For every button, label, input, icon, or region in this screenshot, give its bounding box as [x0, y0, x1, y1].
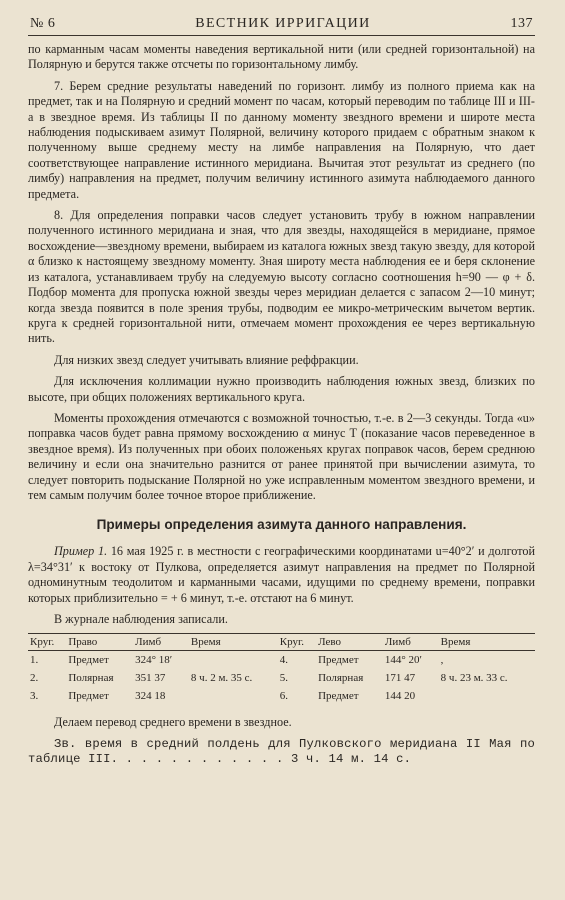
paragraph: 8. Для определения поправки часов следует установить трубу в южном направлении полученного истинного меридиана и зная, что для звезды, находящейся в меридиане, прямое восхождение—звездному времени, выбираем из каталога южных звезд такую звезду, для которой α близко к настоящему звездному моменту. Зная широту места наблюдения ее и беря склонение из каталога, устанавливаем трубу на следуемую высоту согласно соотношения h=90 — φ + δ. Подбор момента для пропуска южной звезды через меридиан делается с запасом 2—10 минут; когда звезда появится в поле зрения трубы, подводим ее микро-метрическим вычетом вертик. круга к средней горизонтальной нити, отмечаем момент прохождения ее через вертикальную нить. — [28, 208, 535, 346]
example-text: 16 мая 1925 г. в местности с географическими координатами u=40°2′ и долготой λ=34°31′ к востоку от Пулкова, определяется азимут направления на предмет по Полярной одноминутным теодолитом и карманными часами, идущими по среднему времени, поправки которых приблизительно = + 6 минут, т.-е. отстают на 6 минут. — [28, 544, 535, 605]
table-cell: 351 37 — [135, 672, 166, 685]
body-text — [28, 42, 535, 627]
table-cell: 4. — [279, 654, 288, 667]
paragraph: 7. Берем средние результаты наведений по горизонт. лимбу из полного приема как на предмет, так и на Полярную и средний момент по часам, который переводим по таблице III и III-а в звездное время. Из таблицы II по данному моменту звездного времени и широте места наблюдения подыскиваем азимут Полярной, величину которого придаем с обратным знаком к полученному выше среднему месту на лимбе направления на Полярную, что дает соответствующее направление истинного меридиана. Вычитая этот результат из среднего (по лимбу) направления на предмет, получим величину истинного азимута наблюдаемого данного предмета. — [28, 78, 535, 201]
column-header: Круг. — [28, 634, 66, 651]
column-header: Лево — [316, 634, 383, 651]
paragraph: по карманным часам моменты наведения вертикальной нити (или средней горизонтальной) на Полярную и берутся также отсчеты по горизонтальному лимбу. — [28, 42, 535, 72]
table-cell: 6. — [279, 690, 288, 703]
column-header: Время — [189, 634, 278, 651]
table-cell: Предмет — [68, 690, 109, 703]
table-cell: Полярная — [68, 672, 114, 685]
journal-title: ВЕСТНИК ИРРИГАЦИИ — [195, 16, 371, 31]
column-header: Право — [66, 634, 133, 651]
table-cell: Предмет — [318, 654, 359, 667]
table-cell: Предмет — [318, 690, 359, 703]
page-number: 137 — [510, 16, 533, 31]
paragraph: Моменты прохождения отмечаются с возможной точностью, т.-е. в 2—3 секунды. Тогда «u» поправка часов будет равна прямому восхождению α минус Т (показание часов переведенное в звездное время). Из полученных при обоих положеньях кругах поправок часов, берем среднюю величину и если она значительно разнится от ранее принятой при вычислении азимута, то следует повторить подыскание Полярной но уже исправленным моментом звездного времени, и тем самым получим более точное второе приближение. — [28, 410, 535, 502]
table-header-row — [28, 634, 535, 651]
table-cell: 324 18 — [135, 690, 166, 703]
issue-number: № 6 — [30, 16, 56, 31]
table-cell — [189, 651, 278, 670]
table-cell: 8 ч. 23 м. 33 с. — [440, 672, 508, 685]
table-cell: , — [440, 654, 444, 667]
header-rule — [28, 35, 535, 36]
table-cell — [439, 687, 535, 705]
example-paragraph — [28, 544, 535, 606]
observation-table — [28, 633, 535, 705]
table-cell: 171 47 — [384, 672, 416, 685]
running-header — [28, 16, 535, 35]
table-cell: 8 ч. 2 м. 35 с. — [190, 672, 253, 685]
column-header: Лимб — [133, 634, 189, 651]
table-row — [28, 651, 535, 670]
column-header: Лимб — [383, 634, 439, 651]
example-label: Пример 1. — [54, 544, 108, 559]
table-cell: 3. — [30, 690, 39, 703]
table-cell: 144 20 — [384, 690, 416, 703]
paragraph: Делаем перевод среднего времени в звездное. — [54, 715, 292, 730]
table-cell: 5. — [279, 672, 288, 685]
paragraph: Зв. время в средний полдень для Пулковского меридиана II Мая по таблице III. . . . . . . . . . . . 3 ч. 14 м. 14 с. — [28, 736, 535, 767]
table-cell — [189, 687, 278, 705]
paragraph: Для низких звезд следует учитывать влияние реффракции. — [54, 352, 359, 367]
table-cell: 144° 20′ — [384, 654, 422, 667]
table-row — [28, 687, 535, 705]
table-cell: 324° 18′ — [135, 654, 173, 667]
section-title: Примеры определения азимута данного направления. — [96, 517, 467, 533]
table-cell: Полярная — [318, 672, 364, 685]
after-table-text — [28, 715, 535, 767]
column-header: Круг. — [278, 634, 316, 651]
table-row — [28, 669, 535, 687]
table-cell: 1. — [30, 654, 39, 667]
column-header: Время — [439, 634, 535, 651]
table-cell: 2. — [30, 672, 39, 685]
paragraph: Для исключения коллимации нужно производить наблюдения южных звезд, близких по высоте, при общих положениях вертикального круга. — [28, 374, 535, 404]
table-cell: Предмет — [68, 654, 109, 667]
journal-intro: В журнале наблюдения записали. — [54, 612, 228, 626]
